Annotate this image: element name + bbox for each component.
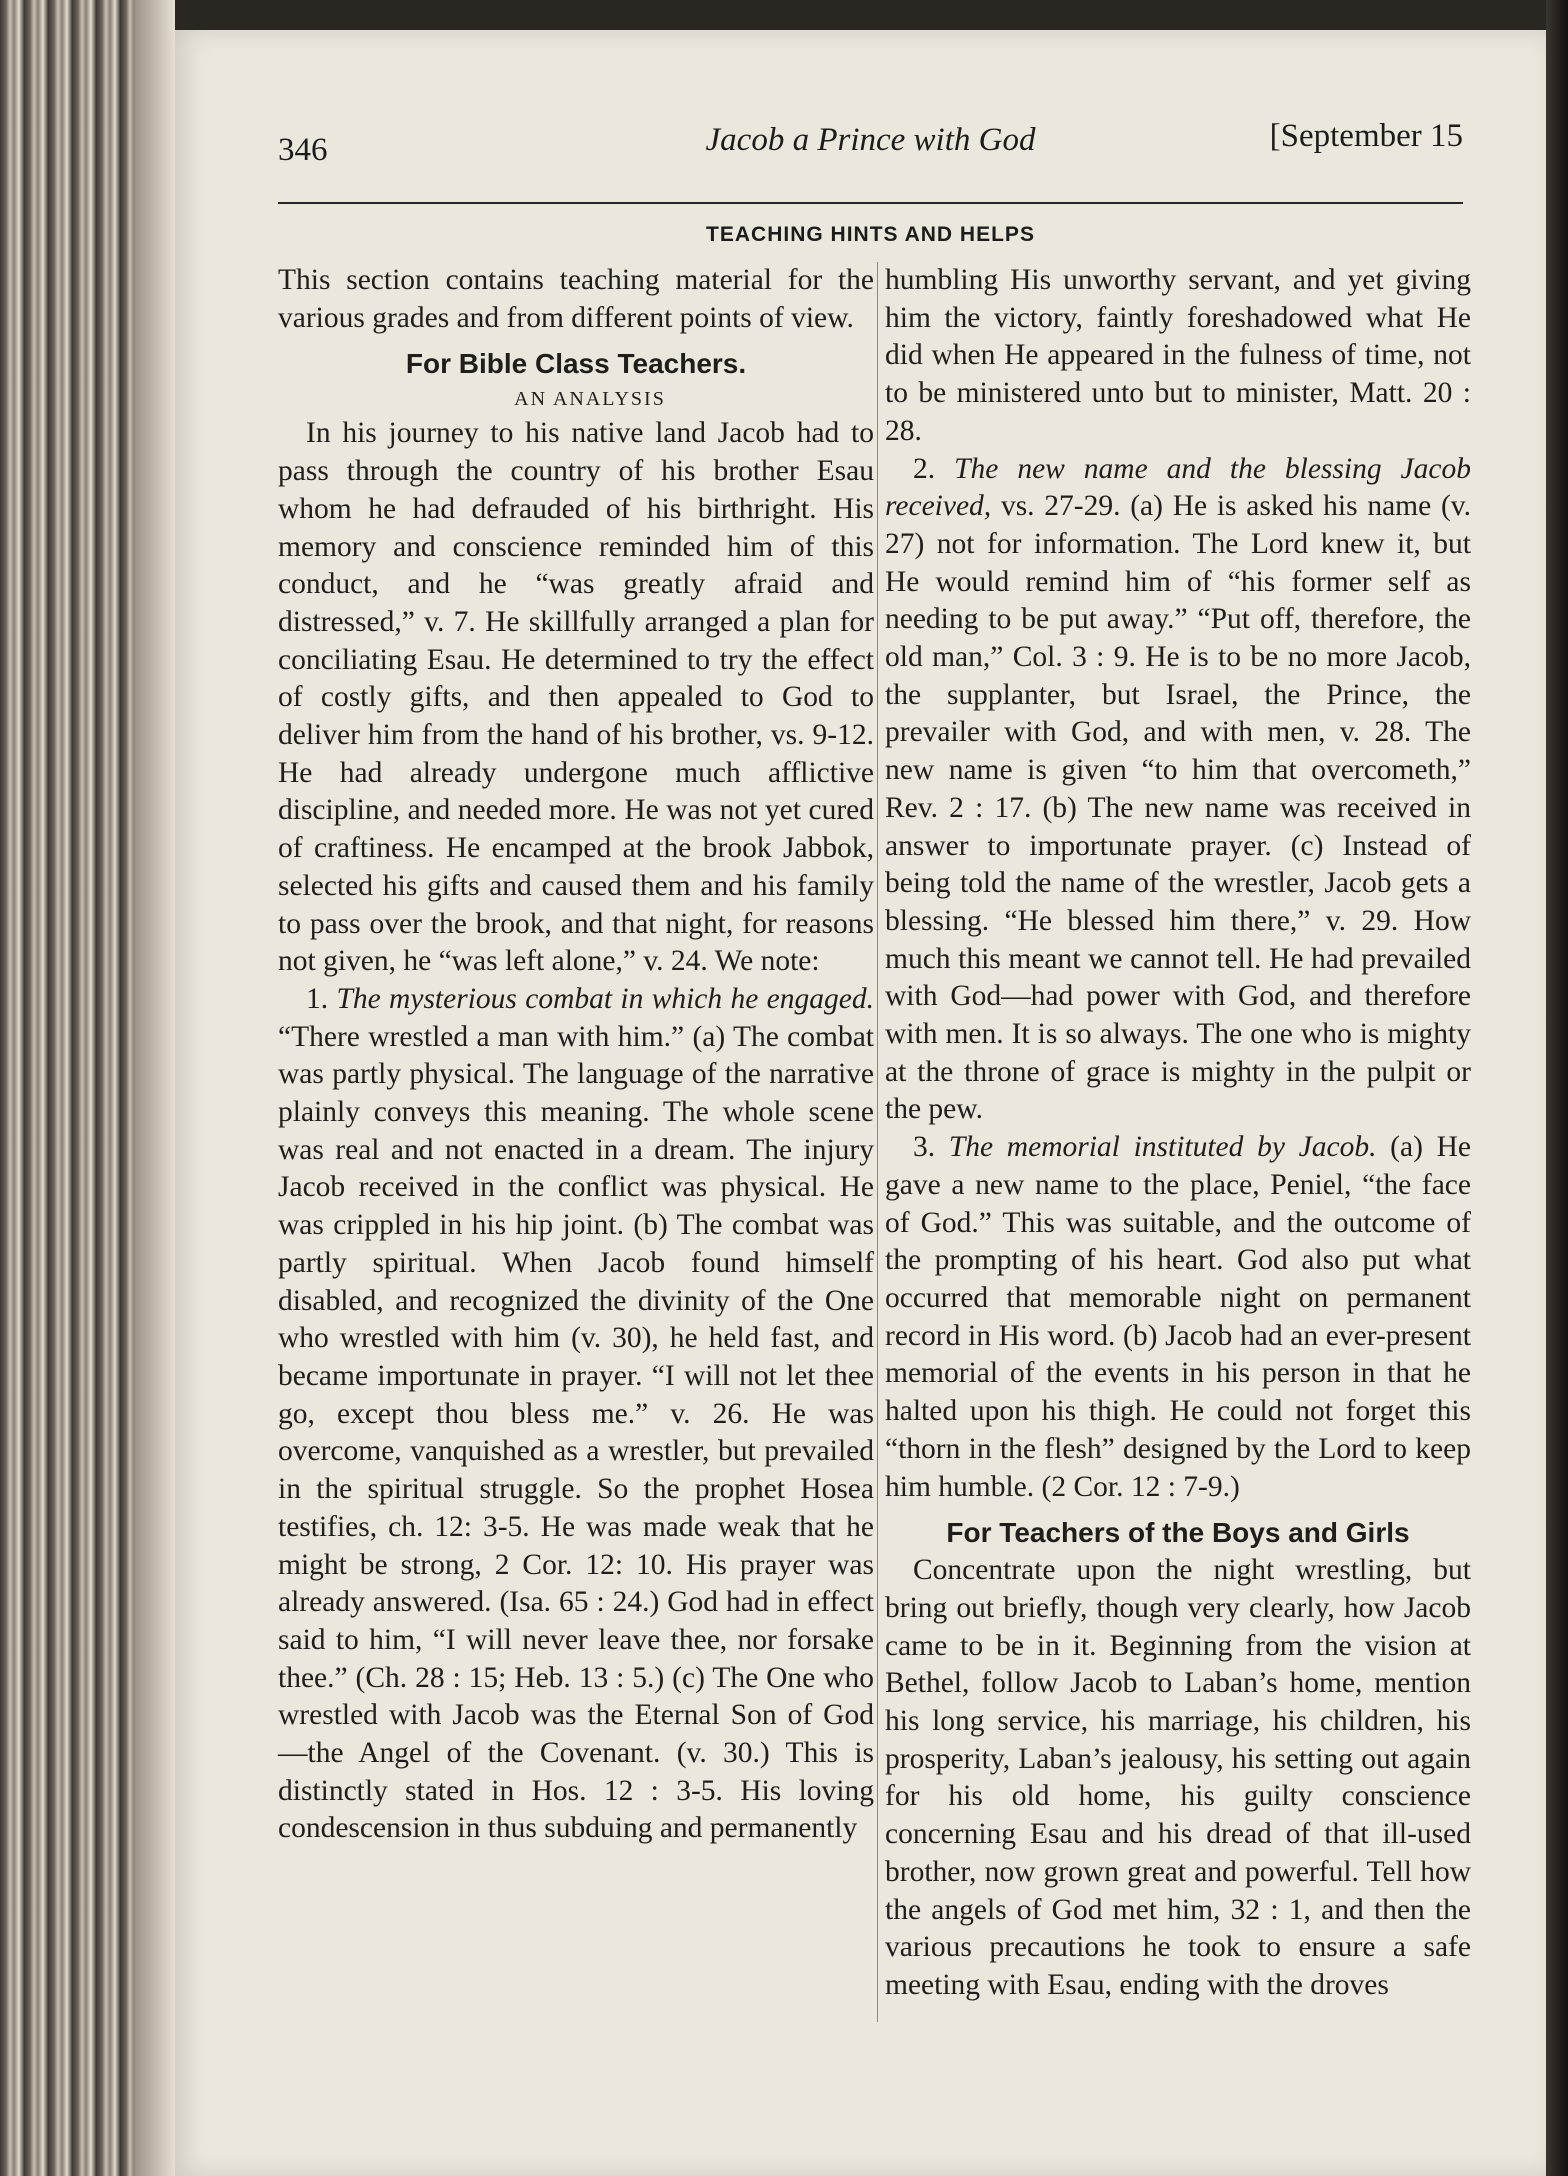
running-title: Jacob a Prince with God: [705, 122, 1036, 158]
heading-bible-class: For Bible Class Teachers.: [405, 348, 747, 380]
point-3-text: (a) He gave a new name to the place, Peniel, “the face of God.” This was suitable, and the outcome of the prompting of his heart. God also put what occurred that memorable night on permanent record in His word. (b) Jacob had an ever-present memorial of the events in his person in that he halted upon his thigh. He could not forget this “thorn in the flesh” designed by the Lord to keep him humble. (2 Cor. 12 : 7-9.): [885, 1131, 1472, 1503]
page-header: [278, 118, 1463, 174]
page-number: 346: [278, 132, 328, 168]
section-title: TEACHING HINTS AND HELPS: [706, 223, 1035, 246]
point-2-number: 2.: [913, 452, 936, 485]
left-column: [278, 262, 874, 1848]
subheading-analysis: AN ANALYSIS: [514, 388, 666, 411]
book-page-edges: [0, 0, 175, 2176]
boys-girls-paragraph: Concentrate upon the night wrestling, but bring out briefly, though very clearly, how Jacob came to be in it. Beginning from the vision at Bethel, follow Jacob to Laban’s home, mention his long service, his marriage, his children, his prosperity, Laban’s jealousy, his setting out again for his old home, his guilty conscience concerning Esau and his dread of that ill-used brother, now grown great and powerful. Tell how the angels of God met him, 32 : 1, and then the various precautions he took to ensure a safe meeting with Esau, ending with the droves: [885, 1554, 1471, 2001]
point-3-paragraph: [885, 1129, 1471, 1506]
book-page: [175, 30, 1546, 2176]
point-1-text: “There wrestled a man with him.” (a) The combat was partly physical. The language of the narrative plainly conveys this meaning. The whole scene was real and not enacted in a dream. The injury Jacob received in the conflict was physical. He was crippled in his hip joint. (b) The combat was partly spiritual. When Jacob found himself disabled, and recognized the divinity of the One who wrestled with him (v. 30), he held fast, and became importunate in prayer. “I will not let thee go, except thou bless me.” v. 26. He was overcome, vanquished as a wrestler, but prevailed in the spiritual struggle. So the prophet Hosea testifies, ch. 12: 3-5. He was made weak that he might be strong, 2 Cor. 12: 10. His prayer was already answered. (Isa. 65 : 24.) God had in effect said to him, “I will never leave thee, nor forsake thee.” (Ch. 28 : 15; Heb. 13 : 5.) (c) The One who wrestled with Jacob was the Eternal Son of God—the Angel of the Covenant. (v. 30.) This is distinctly stated in Hos. 12 : 3-5. His loving condescension in thus subduing and permanently: [278, 1020, 874, 1845]
intro-paragraph: This section contains teaching material for the various grades and from different points of view.: [278, 264, 874, 334]
point-1-number: 1.: [306, 982, 329, 1015]
continuation-paragraph: humbling His unworthy servant, and yet giving him the victory, faintly foreshadowed what He did when He appeared in the fulness of time, not to be ministered unto but to minister, Matt. 20 : 28.: [885, 264, 1471, 447]
point-1-paragraph: [278, 981, 874, 1848]
header-date: [September 15: [1269, 118, 1463, 154]
point-2-title: The new name and the blessing Jacob received,: [885, 452, 1471, 523]
point-3-title: The memorial instituted by Jacob.: [948, 1131, 1377, 1164]
book-right-edge: [1546, 0, 1568, 2176]
point-1-title: The mysterious combat in which he engaged.: [336, 982, 874, 1015]
point-2-paragraph: [885, 451, 1471, 1130]
header-rule: [278, 202, 1463, 204]
point-2-text: vs. 27-29. (a) He is asked his name (v. 27) not for information. The Lord knew it, but He would remind him of “his former self as needing to be put away.” “Put off, therefore, the old man,” Col. 3 : 9. He is to be no more Jacob, the supplanter, but Israel, the Prince, the prevailer with God, and with men, v. 28. The new name is given “to him that overcometh,” Rev. 2 : 17. (b) The new name was received in answer to importunate prayer. (c) Instead of being told the name of the wrestler, Jacob gets a blessing. “He blessed him there,” v. 29. How much this meant we cannot tell. He had prevailed with God—had power with God, and therefore with men. It is so always. The one who is mighty at the throne of grace is mighty in the pulpit or the pew.: [885, 490, 1471, 1126]
analysis-paragraph: In his journey to his native land Jacob had to pass through the country of his brother Esau whom he had defrauded of his birthright. His memory and conscience reminded him of this conduct, and he “was greatly afraid and distressed,” v. 7. He skillfully arranged a plan for conciliating Esau. He determined to try the effect of costly gifts, and then appealed to God to deliver him from the hand of his brother, vs. 9-12. He had already undergone much afflictive discipline, and needed more. He was not yet cured of craftiness. He encamped at the brook Jabbok, selected his gifts and caused them and his family to pass over the brook, and that night, for reasons not given, he “was left alone,” v. 24. We note:: [278, 417, 874, 978]
point-3-number: 3.: [913, 1131, 936, 1164]
column-divider: [877, 262, 878, 2022]
heading-boys-girls: For Teachers of the Boys and Girls: [946, 1517, 1410, 1549]
right-column: [885, 262, 1471, 2005]
